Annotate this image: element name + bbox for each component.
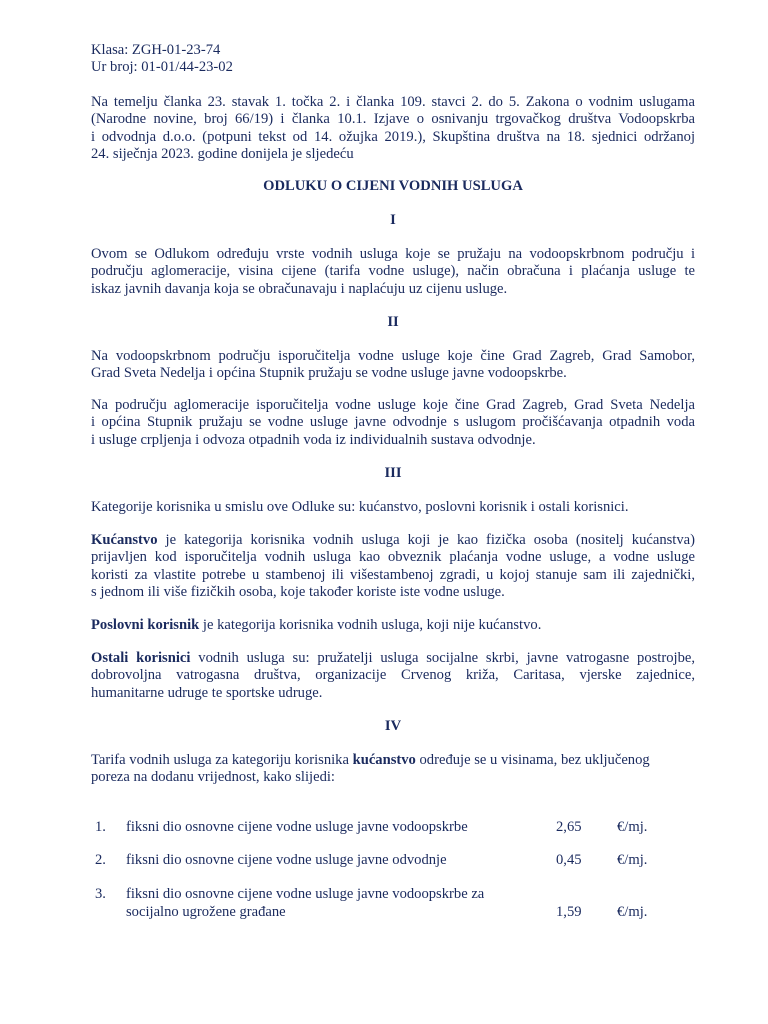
paragraph-line: i općina Stupnik pružaju se vodne usluge javne odvodnje s uslugom pročišćavanja otpadnih voda bbox=[91, 414, 695, 431]
tariff-number: 2. bbox=[95, 852, 106, 868]
term-ostali-korisnici: Ostali korisnici bbox=[91, 650, 191, 666]
paragraph-text: određuje se u visinama, bez uključenog bbox=[415, 752, 650, 768]
tariff-description: fiksni dio osnovne cijene vodne usluge javne vodoopskrbe za bbox=[126, 886, 485, 902]
tariff-price: 0,45 bbox=[556, 852, 582, 868]
section-heading-iv: IV bbox=[384, 718, 402, 734]
section-i-paragraph bbox=[91, 246, 695, 298]
intro-line: i odvodnja d.o.o. (potpuni tekst od 14. ožujka 2019.), Skupština društva na 18. sjednici održanoj bbox=[91, 128, 695, 145]
tariff-number: 3. bbox=[95, 886, 106, 902]
klasa-label: Klasa: ZGH-01-23-74 bbox=[91, 42, 221, 58]
intro-line: 24. siječnja 2023. godine donijela je sljedeću bbox=[91, 146, 354, 163]
tariff-number: 1. bbox=[95, 819, 106, 835]
section-heading-ii: II bbox=[387, 314, 399, 330]
tariff-unit: €/mj. bbox=[617, 819, 648, 835]
paragraph-line: i usluge crpljenja i odvoza otpadnih voda iz individualnih sustava odvodnje. bbox=[91, 431, 536, 448]
paragraph-line bbox=[91, 752, 695, 769]
tariff-price: 1,59 bbox=[556, 904, 582, 920]
paragraph-text: Tarifa vodnih usluga za kategoriju korisnika bbox=[91, 752, 353, 768]
urbroj-label: Ur broj: 01-01/44-23-02 bbox=[91, 59, 233, 76]
tariff-item bbox=[0, 852, 768, 870]
paragraph-line: prijavljen kod isporučitelja vodnih usluga kao obveznik plaćanja vodne usluge, a vodne usluge bbox=[91, 549, 695, 566]
section-iii-paragraph-2 bbox=[91, 532, 695, 602]
paragraph-line: dobrovoljna vatrogasna društva, organizacije Crvenog križa, Caritasa, vjerske zajednice, bbox=[91, 667, 695, 684]
document-title: ODLUKU O CIJENI VODNIH USLUGA bbox=[263, 178, 523, 194]
section-ii-paragraph-1 bbox=[91, 348, 695, 383]
tariff-item-continued bbox=[0, 904, 768, 922]
paragraph-line: Ovom se Odlukom određuju vrste vodnih usluga koje se pružaju na vodoopskrbnom području i bbox=[91, 246, 695, 262]
section-heading-i: I bbox=[390, 212, 396, 228]
tariff-unit: €/mj. bbox=[617, 904, 648, 920]
tariff-item bbox=[0, 819, 768, 837]
paragraph-text: je kategorija korisnika vodnih usluga koji je kao fizička osoba (nositelj kućanstva) bbox=[157, 532, 695, 548]
paragraph-line: Na vodoopskrbnom području isporučitelja vodne usluge koje čine Grad Zagreb, Grad Samobor, bbox=[91, 348, 695, 364]
paragraph-text: je kategorija korisnika vodnih usluga, koji nije kućanstvo. bbox=[199, 617, 542, 633]
section-ii-paragraph-2 bbox=[91, 397, 695, 449]
tariff-description: fiksni dio osnovne cijene vodne usluge javne vodoopskrbe bbox=[126, 819, 468, 835]
paragraph-line: koristi za vlastite potrebe u stambenoj ili višestambenoj zgradi, u kojoj stanuje sam ili zajednički, bbox=[91, 566, 695, 583]
paragraph-line: Grad Sveta Nedelja i općina Stupnik pružaju se vodne usluge javne vodoopskrbe. bbox=[91, 365, 567, 382]
intro-paragraph bbox=[91, 94, 695, 164]
paragraph-line bbox=[91, 532, 695, 549]
term-poslovni-korisnik: Poslovni korisnik bbox=[91, 617, 200, 633]
section-iii-paragraph-3 bbox=[91, 617, 695, 634]
paragraph-line: području aglomeracije, visina cijene (tarifa vodne usluge), način obračuna i plaćanja usluge te bbox=[91, 263, 695, 280]
paragraph-line: s jednom ili više fizičkih osoba, koje također koriste iste vodne usluge. bbox=[91, 584, 505, 601]
section-iii-paragraph-1: Kategorije korisnika u smislu ove Odluke su: kućanstvo, poslovni korisnik i ostali korisnici. bbox=[91, 499, 629, 515]
tariff-item bbox=[0, 886, 768, 904]
paragraph-text: vodnih usluga su: pružatelji usluga socijalne skrbi, javne vatrogasne postrojbe, bbox=[190, 650, 695, 666]
term-kucanstvo: Kućanstvo bbox=[91, 532, 158, 548]
section-iv-intro bbox=[91, 752, 695, 787]
tariff-price: 2,65 bbox=[556, 819, 582, 835]
intro-line: Na temelju članka 23. stavak 1. točka 2. i članka 109. stavci 2. do 5. Zakona o vodnim uslugama bbox=[91, 94, 695, 110]
intro-line: (Narodne novine, broj 66/19) i članka 10.1. Izjave o osnivanju trgovačkog društva Vodoopskrba bbox=[91, 111, 695, 128]
tariff-description: socijalno ugrožene građane bbox=[126, 904, 286, 920]
section-heading-iii: III bbox=[384, 465, 402, 481]
paragraph-line bbox=[91, 650, 695, 667]
paragraph-line: humanitarne udruge te sportske udruge. bbox=[91, 684, 323, 701]
paragraph-line: poreza na dodanu vrijednost, kako slijedi: bbox=[91, 769, 335, 786]
paragraph-line: iskaz javnih davanja koja se obračunavaju i naplaćuju uz cijenu usluge. bbox=[91, 280, 508, 297]
document-header bbox=[91, 42, 695, 77]
term-kucanstvo-tariff: kućanstvo bbox=[352, 752, 416, 768]
paragraph-line: Na području aglomeracije isporučitelja vodne usluge koje čine Grad Zagreb, Grad Sveta Nedelja bbox=[91, 397, 695, 413]
tariff-unit: €/mj. bbox=[617, 852, 648, 868]
section-iii-paragraph-4 bbox=[91, 650, 695, 702]
tariff-description: fiksni dio osnovne cijene vodne usluge javne odvodnje bbox=[126, 852, 447, 868]
